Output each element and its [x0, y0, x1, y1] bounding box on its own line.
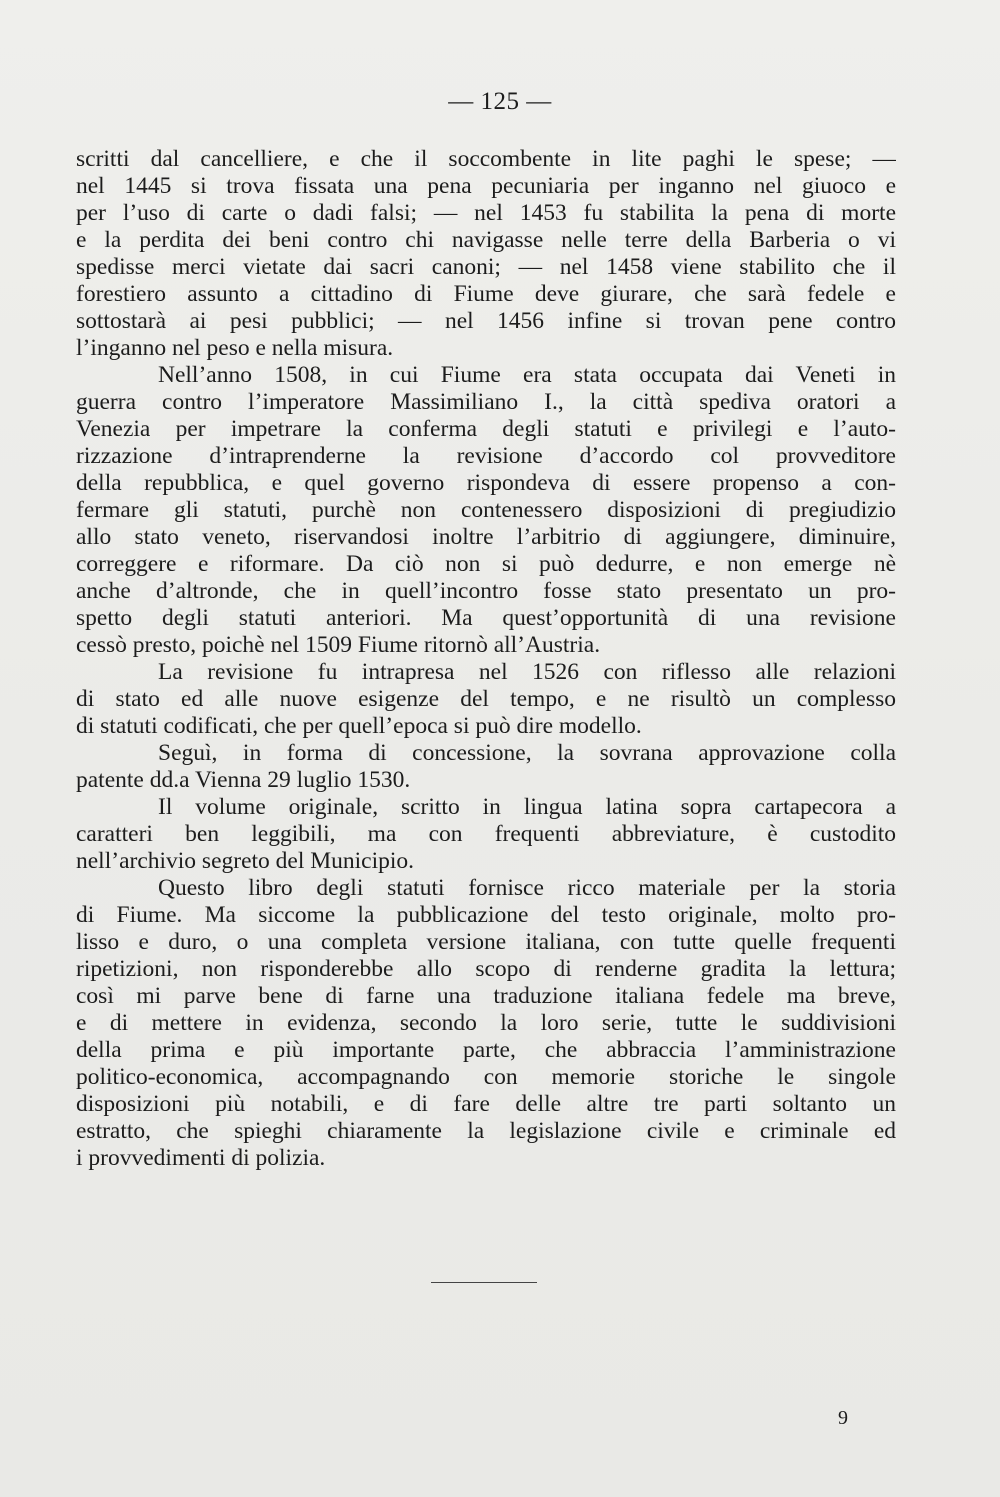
text-line: spedisse merci vietate dai sacri canoni; — nel 1458 viene stabilito che il — [76, 254, 896, 280]
text-line: così mi parve bene di farne una traduzione italiana fedele ma breve, — [76, 983, 896, 1009]
text-line: correggere e riformare. Da ciò non si può dedurre, e non emerge nè — [76, 551, 896, 577]
section-separator-rule — [431, 1282, 537, 1283]
text-line: La revisione fu intrapresa nel 1526 con riflesso alle relazioni — [158, 659, 896, 685]
text-line: e di mettere in evidenza, secondo la loro serie, tutte le suddivisioni — [76, 1010, 896, 1036]
text-line: Il volume originale, scritto in lingua latina sopra cartapecora a — [158, 794, 896, 820]
text-line: Questo libro degli statuti fornisce ricco materiale per la storia — [158, 875, 896, 901]
printer-signature-mark: 9 — [838, 1407, 848, 1429]
text-line: di stato ed alle nuove esigenze del tempo, e ne risultò un complesso — [76, 686, 896, 712]
text-line: fermare gli statuti, purchè non contenessero disposizioni di pregiudizio — [76, 497, 896, 523]
text-line: disposizioni più notabili, e di fare delle altre tre parti soltanto un — [76, 1091, 896, 1117]
text-line: della repubblica, e quel governo rispondeva di essere propenso a con- — [76, 470, 896, 496]
text-line: Nell’anno 1508, in cui Fiume era stata occupata dai Veneti in — [158, 362, 896, 388]
text-line: nel 1445 si trova fissata una pena pecuniaria per inganno nel giuoco e — [76, 173, 896, 199]
text-line: politico-economica, accompagnando con memorie storiche le singole — [76, 1064, 896, 1090]
text-line: sottostarà ai pesi pubblici; — nel 1456 infine si trovan pene contro — [76, 308, 896, 334]
text-line: scritti dal cancelliere, e che il soccombente in lite paghi le spese; — — [76, 146, 896, 172]
text-line: lisso e duro, o una completa versione italiana, con tutte quelle frequenti — [76, 929, 896, 955]
text-line: Venezia per impetrare la conferma degli statuti e privilegi e l’auto- — [76, 416, 896, 442]
text-line: caratteri ben leggibili, ma con frequenti abbreviature, è custodito — [76, 821, 896, 847]
text-line: allo stato veneto, riservandosi inoltre l’arbitrio di aggiungere, diminuire, — [76, 524, 896, 550]
body-text — [76, 146, 896, 1172]
text-line: di Fiume. Ma siccome la pubblicazione del testo originale, molto pro- — [76, 902, 896, 928]
text-line: forestiero assunto a cittadino di Fiume deve giurare, che sarà fedele e — [76, 281, 896, 307]
text-line: anche d’altronde, che in quell’incontro fosse stato presentato un pro- — [76, 578, 896, 604]
text-line: patente dd.a Vienna 29 luglio 1530. — [76, 767, 411, 793]
page-number-header: — 125 — — [448, 88, 552, 115]
text-line: guerra contro l’imperatore Massimiliano I., la città spediva oratori a — [76, 389, 896, 415]
text-line: Seguì, in forma di concessione, la sovrana approvazione colla — [158, 740, 896, 766]
text-line: i provvedimenti di polizia. — [76, 1145, 326, 1171]
text-line: rizzazione d’intraprenderne la revisione d’accordo col provveditore — [76, 443, 896, 469]
text-line: estratto, che spieghi chiaramente la legislazione civile e criminale ed — [76, 1118, 896, 1144]
text-line: spetto degli statuti anteriori. Ma quest’opportunità di una revisione — [76, 605, 896, 631]
text-line: della prima e più importante parte, che abbraccia l’amministrazione — [76, 1037, 896, 1063]
text-line: nell’archivio segreto del Municipio. — [76, 848, 415, 874]
text-line: l’inganno nel peso e nella misura. — [76, 335, 394, 361]
text-line: di statuti codificati, che per quell’epoca si può dire modello. — [76, 713, 642, 739]
text-line: cessò presto, poichè nel 1509 Fiume ritornò all’Austria. — [76, 632, 601, 658]
text-line: per l’uso di carte o dadi falsi; — nel 1453 fu stabilita la pena di morte — [76, 200, 896, 226]
text-line: e la perdita dei beni contro chi navigasse nelle terre della Barberia o vi — [76, 227, 896, 253]
text-line: ripetizioni, non risponderebbe allo scopo di renderne gradita la lettura; — [76, 956, 896, 982]
